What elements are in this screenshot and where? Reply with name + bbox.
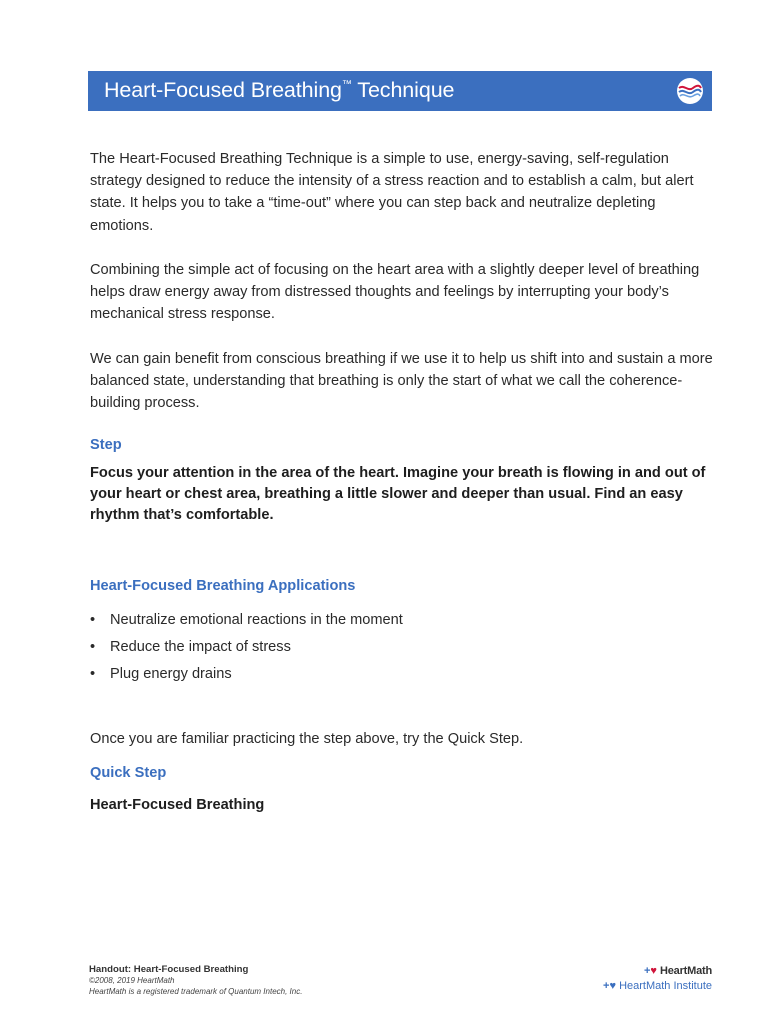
title-banner <box>88 71 712 111</box>
footer-left <box>89 963 302 997</box>
applications-list <box>90 610 403 691</box>
heartmath-wave-logo-icon <box>676 77 704 105</box>
list-item <box>90 610 403 637</box>
heartmath-institute-brand: HeartMath <box>619 980 671 992</box>
institute-label: Institute <box>670 980 712 992</box>
list-item <box>90 637 403 664</box>
once-familiar-text: Once you are familiar practicing the step above, try the Quick Step. <box>90 731 524 747</box>
heartmath-institute-logo <box>603 979 712 994</box>
quick-step-heading: Quick Step <box>90 765 167 781</box>
heart-icon: ♥ <box>650 965 657 977</box>
plus-icon: + <box>643 965 651 977</box>
footer-title: Handout: Heart-Focused Breathing <box>89 964 249 975</box>
bullet: • <box>90 666 96 682</box>
page-title <box>104 78 454 103</box>
page-title-suffix: Technique <box>351 78 455 102</box>
heartmath-logo <box>603 964 712 979</box>
list-item-text: Plug energy drains <box>110 666 232 682</box>
page-title-text: Heart-Focused Breathing <box>104 78 342 102</box>
heart-icon: ♥ <box>609 980 616 992</box>
list-item-text: Neutralize emotional reactions in the moment <box>110 612 403 628</box>
bullet: • <box>90 639 96 655</box>
intro-paragraph-3: We can gain benefit from conscious breathing if we use it to help us shift into and sustain a more balanced state, understanding that breathing is only the start of what we call the coherence-building process. <box>90 351 713 412</box>
intro-paragraph-2: Combining the simple act of focusing on the heart area with a slightly deeper level of breathing helps draw energy away from distressed thoughts and feelings by interrupting your body’s mechanical stress response. <box>90 262 700 323</box>
heartmath-logos <box>603 964 712 994</box>
trademark-symbol: ™ <box>341 78 352 90</box>
bullet: • <box>90 612 96 628</box>
footer-trademark: HeartMath is a registered trademark of Quantum Intech, Inc. <box>89 986 303 996</box>
intro-paragraph-1: The Heart-Focused Breathing Technique is a simple to use, energy-saving, self-regulation strategy designed to reduce the intensity of a stress reaction and to establish a calm, but alert state. It helps you to take a “time-out” where you can step back and neutralize depleting emotions. <box>90 151 694 234</box>
quick-step-title: Heart-Focused Breathing <box>90 797 265 813</box>
heartmath-brand: HeartMath <box>660 965 712 977</box>
list-item-text: Reduce the impact of stress <box>110 639 291 655</box>
list-item <box>90 664 403 691</box>
plus-icon: + <box>603 980 610 992</box>
step-heading: Step <box>90 437 122 453</box>
applications-heading: Heart-Focused Breathing Applications <box>90 578 356 594</box>
footer-copyright: ©2008, 2019 HeartMath <box>89 976 175 985</box>
step-text: Focus your attention in the area of the heart. Imagine your breath is flowing in and out of your heart or chest area, breathing a little slower and deeper than usual. Find an easy rhythm that’s comfortable. <box>90 465 706 523</box>
